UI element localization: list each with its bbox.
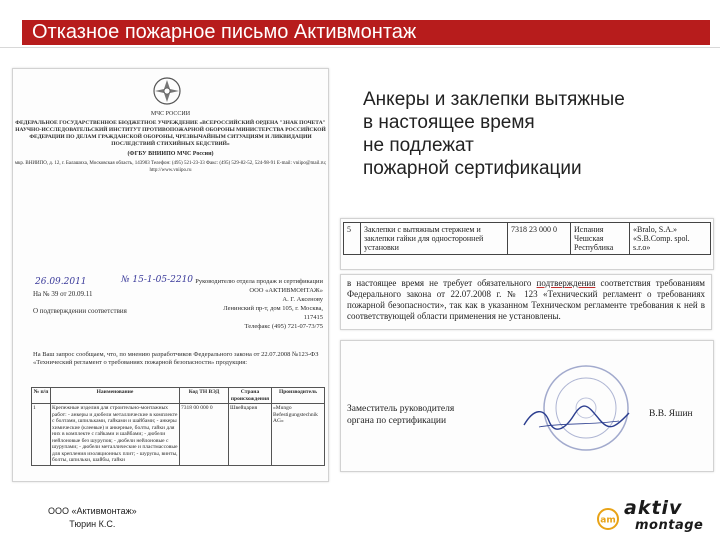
addressee-line: Руководителю отдела продаж и сертификации	[195, 278, 323, 285]
footer-company: ООО «Активмонтаж»	[48, 506, 137, 516]
addressee-line: Ленинский пр-т, дом 105, г. Москва,	[223, 305, 323, 312]
excerpt-table	[343, 222, 711, 255]
ministry-heading	[13, 111, 328, 174]
position-line: Заместитель руководителя	[347, 404, 455, 414]
aktiv-montage-logo	[595, 497, 713, 536]
handwritten-signature-icon	[519, 403, 634, 433]
ministry-line: ФЕДЕРАЛЬНОЕ ГОСУДАРСТВЕННОЕ БЮДЖЕТНОЕ УЧРЕЖДЕНИЕ «ВСЕРОССИЙСКИЙ ОРДЕНА "ЗНАК ПОЧЕТА" НАУЧНО-ИССЛЕДОВАТЕЛЬСКИЙ ИНСТИТУТ ПРОТИВОПОЖАРНОЙ ОБОРОНЫ МИНИСТЕРСТВА РОССИЙСКОЙ ФЕДЕРАЦИИ ПО ДЕЛАМ ГРАЖДАНСКОЙ ОБОРОНЫ, ЧРЕЗВЫЧАЙНЫМ СИТУАЦИЯМ И ЛИКВИДАЦИИ ПОСЛЕДСТВИЙ СТИХИЙНЫХ БЕДСТВИЙ»	[15, 120, 326, 147]
logo-word-montage: montage	[635, 518, 704, 533]
addressee-line: Телефакс (495) 721-07-73/75	[244, 323, 323, 330]
handwritten-date: 26.09.2011	[35, 277, 87, 287]
statement-text	[363, 88, 625, 180]
logo-mark-icon	[597, 508, 619, 530]
table-cell: Испания Чешская Республика	[571, 223, 630, 255]
table-cell: Швейцария	[229, 404, 272, 466]
logo-mark-text: am	[600, 515, 616, 526]
statement-line: пожарной сертификации	[363, 158, 582, 179]
ministry-line: МЧС РОССИИ	[150, 111, 191, 117]
ministry-line: мкр. ВНИИПО, д. 12, г. Балашиха, Московская область, 143903 Телефон: (495) 521-23-33 Факс: (495) 529-82-52, 524-98-91 E-mail: vniipo@mail.ru; http://www.vniipo.ru	[14, 161, 327, 173]
table-cell: 7318 23 000 0	[508, 223, 571, 255]
table-header-row	[32, 388, 325, 404]
table-cell: 5	[344, 223, 361, 255]
letter-body: На Ваш запрос сообщаем, что, по мнению разработчиков Федерального закона от 22.07.2008 №123-ФЗ «Технический регламент о требованиях пожарной безопасности» продукция:	[33, 351, 319, 366]
footer-credits	[48, 505, 137, 531]
addressee-line: 117415	[303, 314, 323, 321]
statement-line: в настоящее время	[363, 112, 535, 133]
excerpt-text-scan	[340, 274, 712, 330]
table-cell: Заклепки с вытяжным стержнем и заклепки гайки для односторонней установки	[361, 223, 508, 255]
statement-line: Анкеры и заклепки вытяжные	[363, 89, 625, 110]
table-cell: 1	[32, 404, 51, 466]
page-title: Отказное пожарное письмо Активмонтаж	[32, 21, 417, 43]
footer-person: Тюрин К.С.	[69, 519, 116, 529]
handwritten-reg-number: № 15-1-05-2210	[121, 275, 194, 285]
signatory-name: В.В. Яшин	[649, 409, 693, 419]
addressee-line: ООО «АКТИВМОНТАЖ»	[249, 287, 323, 294]
letter-subject: О подтверждении соответствия	[33, 307, 127, 315]
emchs-emblem-icon	[151, 75, 183, 107]
addressee-block	[183, 277, 323, 331]
product-table	[31, 387, 325, 466]
excerpt-table-scan	[340, 218, 714, 270]
scanned-letter	[12, 68, 329, 482]
table-row	[32, 404, 325, 466]
signature-scan	[340, 340, 714, 472]
column-header: № п/п	[32, 388, 51, 404]
table-cell: 7318 00 000 0	[180, 404, 229, 466]
ministry-line: (ФГБУ ВНИИПО МЧС России)	[127, 151, 214, 157]
excerpt-text-underlined: подтверждения	[536, 278, 596, 288]
excerpt-text-post: соответствия требованиям Федерального закона от 22.07.2008 г. № 123 «Технический регламент о требованиях пожарной безопасности», так как в указанном Техническом регламенте требования к ней в соответствующей области применения не установлены.	[347, 278, 705, 321]
column-header: Код ТН ВЭД	[180, 388, 229, 404]
addressee-line: А. Г. Аксенову	[282, 296, 323, 303]
reference-line: На № 39 от 20.09.11	[33, 290, 93, 298]
table-row	[344, 223, 711, 255]
table-cell: «Bralo, S.A.» «S.B.Comp. spol. s.r.o»	[630, 223, 711, 255]
statement-line: не подлежат	[363, 135, 474, 156]
column-header: Производитель	[272, 388, 325, 404]
position-line: органа по сертификации	[347, 416, 447, 426]
header-divider	[0, 47, 720, 48]
logo-word-aktiv: aktiv	[624, 497, 683, 519]
title-bar	[22, 20, 710, 45]
column-header: Наименование	[51, 388, 180, 404]
table-cell: «Mungo Befestigungstechnik AG»	[272, 404, 325, 466]
signatory-position	[347, 403, 454, 427]
table-cell: Крепежные изделия для строительно-монтажных работ: - анкеры и дюбели металлические в комплекте с болтами, шпильками, гайками и шайбами; - анкеры химические (клеевые) и анкерные, болты, гайки для них в комплекте с гайками и шайбами; - дюбели нейлоновые без шурупов; - дюбели нейлоновые с шурупами; - дюбели металлические и пластмассовые для крепления изоляционных плит; - шурупы, винты, болты, шпильки, шайбы, гайки	[52, 405, 178, 463]
excerpt-text-pre: в настоящее время не требует обязательного	[347, 278, 537, 288]
column-header: Страна происхождения	[229, 388, 272, 404]
